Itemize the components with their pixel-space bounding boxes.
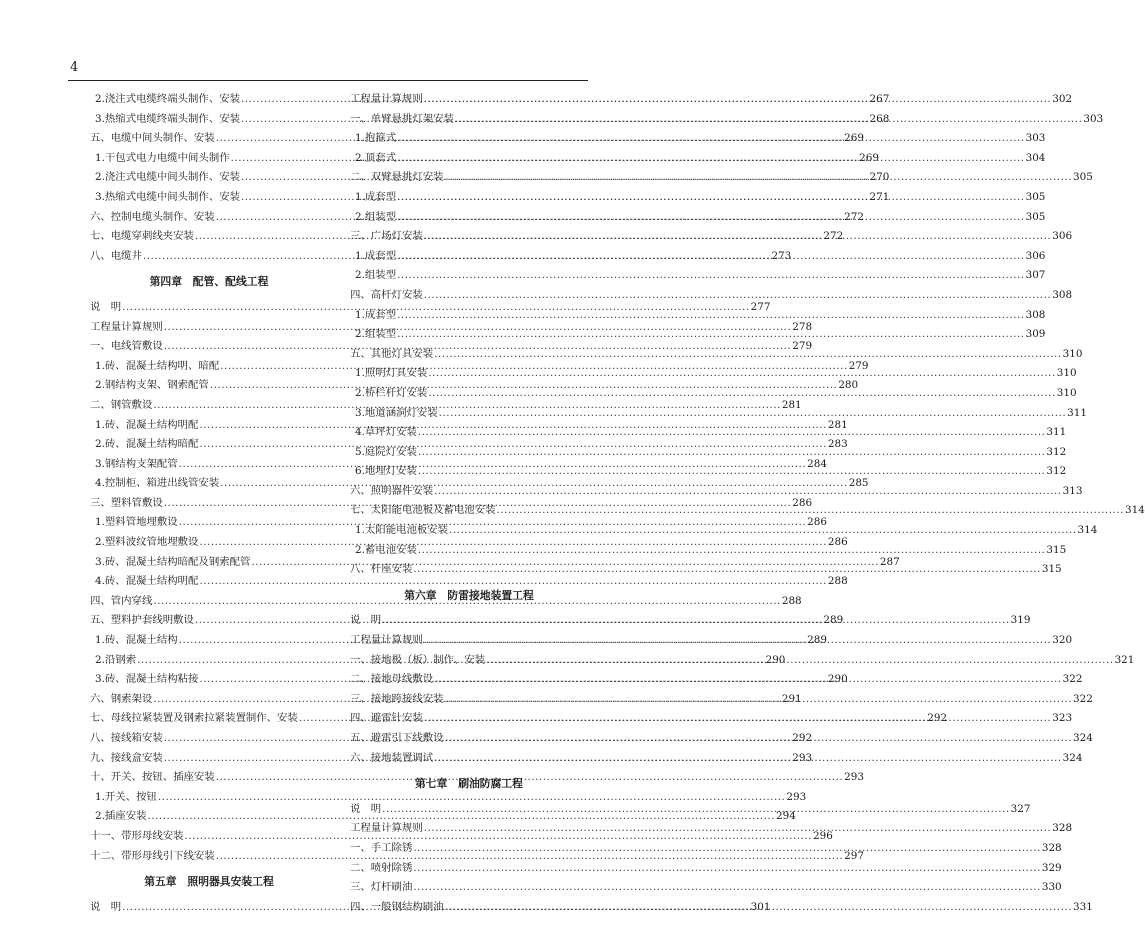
toc-entry-page: 311 [1067, 406, 1087, 419]
toc-entry-title: 六、照明器件安装 [350, 484, 434, 497]
toc-entry-title: 九、接线盒安装 [90, 751, 163, 764]
toc-entry-page: 272 [844, 210, 865, 223]
toc-leader-dots [444, 732, 1073, 744]
toc-entry-title: 四、一般钢结构刷油 [350, 900, 444, 913]
toc-entry-title: 二、钢管敷设 [90, 398, 153, 411]
toc-entry[interactable] [350, 878, 1062, 898]
toc-entry-title: 工程量计算规则 [90, 320, 163, 333]
toc-entry-page: 288 [827, 575, 848, 588]
toc-leader-dots [433, 348, 1062, 360]
chapter-heading: 第四章 配管、配线工程 [149, 275, 269, 289]
toc-entry-title: 2.顶套式 [355, 151, 397, 164]
toc-entry-page: 314 [1124, 504, 1145, 517]
toc-entry-page: 271 [869, 190, 890, 203]
header-rule [68, 80, 588, 81]
toc-entry-page: 310 [1056, 386, 1077, 399]
toc-leader-dots [417, 446, 1046, 458]
toc-leader-dots [396, 132, 1025, 144]
toc-entry-page: 323 [1052, 712, 1073, 725]
toc-entry-title: 1.干包式电力电缆中间头制作 [95, 151, 230, 164]
toc-entry-title: 七、太阳能电池板及蓄电池安装 [350, 504, 496, 517]
toc-entry-title: 四、管内穿线 [90, 594, 153, 607]
toc-leader-dots [417, 465, 1046, 477]
toc-entry-page: 306 [1025, 249, 1046, 262]
toc-entry-page: 329 [1041, 861, 1062, 874]
toc-entry-title: 1.砖、混凝土结构明、暗配 [95, 359, 220, 372]
toc-leader-dots [381, 614, 1010, 626]
toc-entry-title: 一、单臂悬挑灯架安装 [350, 112, 454, 125]
toc-entry-title: 2.组装型 [355, 210, 397, 223]
toc-entry-page: 328 [1041, 841, 1062, 854]
toc-leader-dots [412, 563, 1041, 575]
toc-leader-dots [417, 426, 1046, 438]
toc-entry-title: 6.地埋灯安装 [355, 465, 417, 478]
chapter-heading: 第六章 防雷接地装置工程 [404, 588, 534, 602]
toc-entry-page: 285 [848, 477, 869, 490]
toc-entry-page: 319 [1010, 614, 1031, 627]
chapter-heading: 第五章 照明器具安装工程 [144, 875, 274, 889]
toc-entry-page: 291 [781, 692, 802, 705]
toc-entry-page: 308 [1025, 308, 1046, 321]
toc-entry-page: 324 [1062, 751, 1083, 764]
toc-entry-title: 八、杆座安装 [350, 563, 413, 576]
toc-entry-page: 288 [781, 594, 802, 607]
toc-entry-title: 3.钢结构支架配管 [95, 457, 178, 470]
toc-entry-page: 307 [1025, 269, 1046, 282]
toc-leader-dots [427, 387, 1056, 399]
toc-entry-page: 320 [1052, 634, 1073, 647]
toc-entry-page: 324 [1073, 732, 1093, 744]
toc-entry-page: 315 [1041, 563, 1062, 576]
toc-entry-title: 2.组装型 [355, 328, 397, 341]
toc-entry-title: 1.抱箍式 [355, 132, 397, 145]
toc-leader-dots [423, 230, 1052, 242]
toc-leader-dots [412, 842, 1041, 854]
toc-entry-title: 五、电缆中间头制作、安装 [90, 132, 215, 145]
toc-leader-dots [485, 654, 1114, 666]
toc-leader-dots [396, 328, 1025, 340]
toc-entry-page: 279 [792, 340, 813, 353]
toc-entry-title: 说 明 [90, 900, 122, 913]
toc-entry-title: 三、灯杆刷油 [350, 881, 413, 894]
toc-entry-title: 七、电缆穿刺线夹安装 [90, 230, 194, 243]
toc-leader-dots [412, 862, 1041, 874]
toc-entry-title: 五、塑料护套线明敷设 [90, 614, 194, 627]
toc-entry-page: 302 [1052, 93, 1073, 105]
toc-entry-page: 303 [1083, 112, 1104, 125]
toc-entry-title: 六、接地装置调试 [350, 751, 434, 764]
toc-entry-page: 290 [827, 673, 848, 686]
toc-leader-dots [423, 289, 1052, 301]
toc-entry-page: 269 [844, 132, 865, 145]
toc-entry-page: 286 [827, 536, 848, 549]
toc-leader-dots [417, 544, 1046, 556]
toc-entry-page: 293 [792, 751, 813, 764]
toc-entry-title: 2.钢结构支架、钢索配管 [95, 379, 209, 392]
toc-entry-title: 八、电缆井 [90, 249, 142, 262]
toc-leader-dots [396, 191, 1025, 203]
toc-entry-page: 310 [1056, 367, 1077, 380]
toc-entry-page: 301 [750, 900, 771, 913]
toc-entry[interactable] [90, 572, 848, 592]
toc-entry-title: 二、双臂悬挑灯安装 [350, 171, 444, 184]
toc-entry-page: 290 [765, 653, 786, 666]
toc-leader-dots [433, 485, 1062, 497]
toc-entry-page: 286 [792, 496, 813, 509]
toc-entry-page: 284 [807, 457, 827, 470]
toc-entry-title: 2.浇注式电缆中间头制作、安装 [95, 171, 240, 184]
toc-entry-page: 277 [750, 300, 771, 313]
toc-entry-page: 310 [1062, 347, 1083, 360]
toc-entry-page: 330 [1041, 881, 1062, 894]
toc-entry-page: 278 [792, 320, 813, 333]
toc-entry-title: 1.成套型 [355, 249, 397, 262]
toc-entry-title: 2.插座安装 [95, 810, 147, 823]
toc-entry[interactable] [350, 286, 1073, 306]
toc-leader-dots [423, 822, 1052, 834]
toc-entry-page: 281 [827, 418, 848, 431]
toc-entry-page: 292 [792, 732, 813, 744]
toc-entry-title: 一、接地极（板）制作、安装 [350, 653, 486, 666]
toc-entry-page: 292 [927, 712, 948, 725]
toc-entry-page: 289 [823, 614, 844, 627]
toc-entry-page: 315 [1046, 543, 1067, 556]
toc-entry-page: 280 [838, 379, 859, 392]
toc-entry-page: 293 [786, 790, 807, 803]
toc-entry-page: 312 [1046, 445, 1067, 458]
toc-entry-title: 七、母线拉紧装置及钢索拉紧装置制作、安装 [90, 712, 298, 725]
toc-entry-title: 3.砖、混凝土结构粘接 [95, 673, 199, 686]
toc-leader-dots [444, 693, 1073, 705]
toc-entry-page: 305 [1073, 171, 1093, 184]
toc-entry-page: 321 [1114, 653, 1135, 666]
toc-entry-title: 三、广场灯安装 [350, 230, 423, 243]
toc-entry-page: 309 [1025, 328, 1046, 341]
toc-entry-page: 268 [869, 112, 890, 125]
toc-entry-page: 303 [1025, 132, 1046, 145]
toc-entry-title: 2.沿钢索 [95, 653, 137, 666]
toc-entry-page: 304 [1025, 151, 1046, 164]
toc-entry-title: 1.塑料管地埋敷设 [95, 516, 178, 529]
toc-entry-title: 1.成套型 [355, 190, 397, 203]
toc-entry-title: 2.组装型 [355, 269, 397, 282]
toc-entry-title: 2.塑料波纹管地埋敷设 [95, 536, 199, 549]
toc-entry-page: 293 [844, 771, 865, 784]
toc-leader-dots [396, 211, 1025, 223]
toc-entry-title: 4.控制柜、箱进出线管安装 [95, 477, 220, 490]
toc-leader-dots [423, 634, 1052, 646]
toc-entry-title: 四、避雷针安装 [350, 712, 423, 725]
toc-entry-page: 281 [781, 398, 802, 411]
chapter-heading: 第七章 刷油防腐工程 [415, 777, 523, 791]
toc-entry-page: 311 [1046, 426, 1067, 439]
toc-entry-title: 工程量计算规则 [350, 634, 423, 647]
toc-entry-page: 289 [807, 634, 827, 647]
toc-entry-page: 286 [807, 516, 827, 529]
toc-entry-title: 五、避雷引下线敷设 [350, 732, 444, 744]
toc-entry-page: 308 [1052, 288, 1073, 301]
toc-leader-dots [438, 407, 1067, 419]
toc-entry-page: 287 [879, 555, 900, 568]
toc-entry-page: 272 [823, 230, 844, 243]
toc-entry-title: 1.开关、按钮 [95, 790, 157, 803]
toc-leader-dots [444, 171, 1073, 183]
toc-entry-page: 322 [1073, 692, 1093, 705]
toc-leader-dots [423, 93, 1052, 105]
toc-leader-dots [396, 309, 1025, 321]
toc-entry-title: 工程量计算规则 [350, 93, 423, 105]
toc-entry-title: 4.砖、混凝土结构明配 [95, 575, 199, 588]
toc-entry-title: 二、喷射除锈 [350, 861, 413, 874]
toc-entry-title: 说 明 [350, 614, 382, 627]
toc-entry-title: 六、钢索架设 [90, 692, 153, 705]
toc-entry-title: 2.砖、混凝土结构暗配 [95, 438, 199, 451]
toc-leader-dots [433, 752, 1062, 764]
toc-entry[interactable] [350, 859, 1062, 879]
toc-entry-page: 312 [1046, 465, 1067, 478]
toc-entry-page: 296 [813, 829, 833, 842]
toc-entry-page: 313 [1062, 484, 1083, 497]
toc-entry-title: 十一、带形母线安装 [90, 829, 184, 842]
toc-entry-title: 六、控制电缆头制作、安装 [90, 210, 215, 223]
toc-entry-page: 297 [844, 849, 865, 862]
toc-entry-title: 2.蓄电池安装 [355, 543, 417, 556]
toc-entry-page: 327 [1010, 802, 1031, 815]
toc-entry-title: 3.地道涵洞灯安装 [355, 406, 438, 419]
toc-entry-page: 328 [1052, 822, 1073, 835]
toc-entry-page: 294 [775, 810, 796, 823]
toc-entry-page: 267 [869, 93, 890, 105]
toc-entry-page: 269 [859, 151, 879, 164]
toc-entry-title: 4.草坪灯安装 [355, 426, 417, 439]
toc-entry-page: 283 [827, 438, 848, 451]
toc-entry-page: 305 [1025, 210, 1046, 223]
toc-entry-title: 1.照明灯具安装 [355, 367, 428, 380]
toc-entry-title: 一、电线管敷设 [90, 340, 163, 353]
toc-entry[interactable] [90, 788, 807, 808]
toc-leader-dots [396, 269, 1025, 281]
toc-entry-title: 说 明 [350, 802, 382, 815]
toc-entry-title: 1.成套型 [355, 308, 397, 321]
toc-leader-dots [433, 673, 1062, 685]
toc-leader-dots [448, 524, 1077, 536]
toc-entry-title: 3.热缩式电缆终端头制作、安装 [95, 112, 240, 125]
toc-entry-title: 三、接地跨接线安装 [350, 692, 444, 705]
toc-leader-dots [396, 250, 1025, 262]
toc-entry-title: 2.桥栏杆灯安装 [355, 386, 428, 399]
page-number: 4 [70, 60, 79, 75]
toc-entry-title: 说 明 [90, 300, 122, 313]
toc-leader-dots [381, 803, 1010, 815]
toc-leader-dots [444, 901, 1073, 913]
toc-leader-dots [423, 712, 1052, 724]
toc-leader-dots [412, 881, 1041, 893]
toc-entry-page: 314 [1077, 524, 1098, 537]
toc-entry-page: 306 [1052, 230, 1073, 243]
toc-entry-page: 322 [1062, 673, 1083, 686]
toc-entry-page: 270 [869, 171, 890, 184]
toc-entry-title: 1.砖、混凝土结构明配 [95, 418, 199, 431]
toc-entry-title: 3.砖、混凝土结构暗配及钢索配管 [95, 555, 251, 568]
toc-entry-page: 273 [771, 249, 792, 262]
toc-leader-dots [396, 152, 1025, 164]
toc-entry-page: 331 [1073, 900, 1093, 913]
toc-entry-page: 279 [848, 359, 869, 372]
toc-entry-title: 一、手工除锈 [350, 841, 413, 854]
toc-entry-title: 十、开关、按钮、插座安装 [90, 771, 215, 784]
toc-entry-title: 工程量计算规则 [350, 822, 423, 835]
toc-entry-title: 5.庭院灯安装 [355, 445, 417, 458]
toc-entry-title: 1.太阳能电池板安装 [355, 524, 449, 537]
toc-entry-title: 三、塑料管敷设 [90, 496, 163, 509]
toc-entry-title: 十二、带形母线引下线安装 [90, 849, 215, 862]
toc-entry-title: 四、高杆灯安装 [350, 288, 423, 301]
toc-leader-dots [454, 113, 1083, 125]
toc-entry-title: 八、接线箱安装 [90, 732, 163, 744]
toc-leader-dots [495, 504, 1124, 516]
toc-entry[interactable] [350, 266, 1046, 286]
toc-entry-title: 二、接地母线敷设 [350, 673, 434, 686]
toc-leader-dots [427, 367, 1056, 379]
toc-entry-page: 305 [1025, 190, 1046, 203]
toc-entry-title: 五、其他灯具安装 [350, 347, 434, 360]
toc-entry-title: 1.砖、混凝土结构 [95, 634, 178, 647]
toc-entry-title: 3.热缩式电缆中间头制作、安装 [95, 190, 240, 203]
toc-entry-title: 2.浇注式电缆终端头制作、安装 [95, 93, 240, 105]
